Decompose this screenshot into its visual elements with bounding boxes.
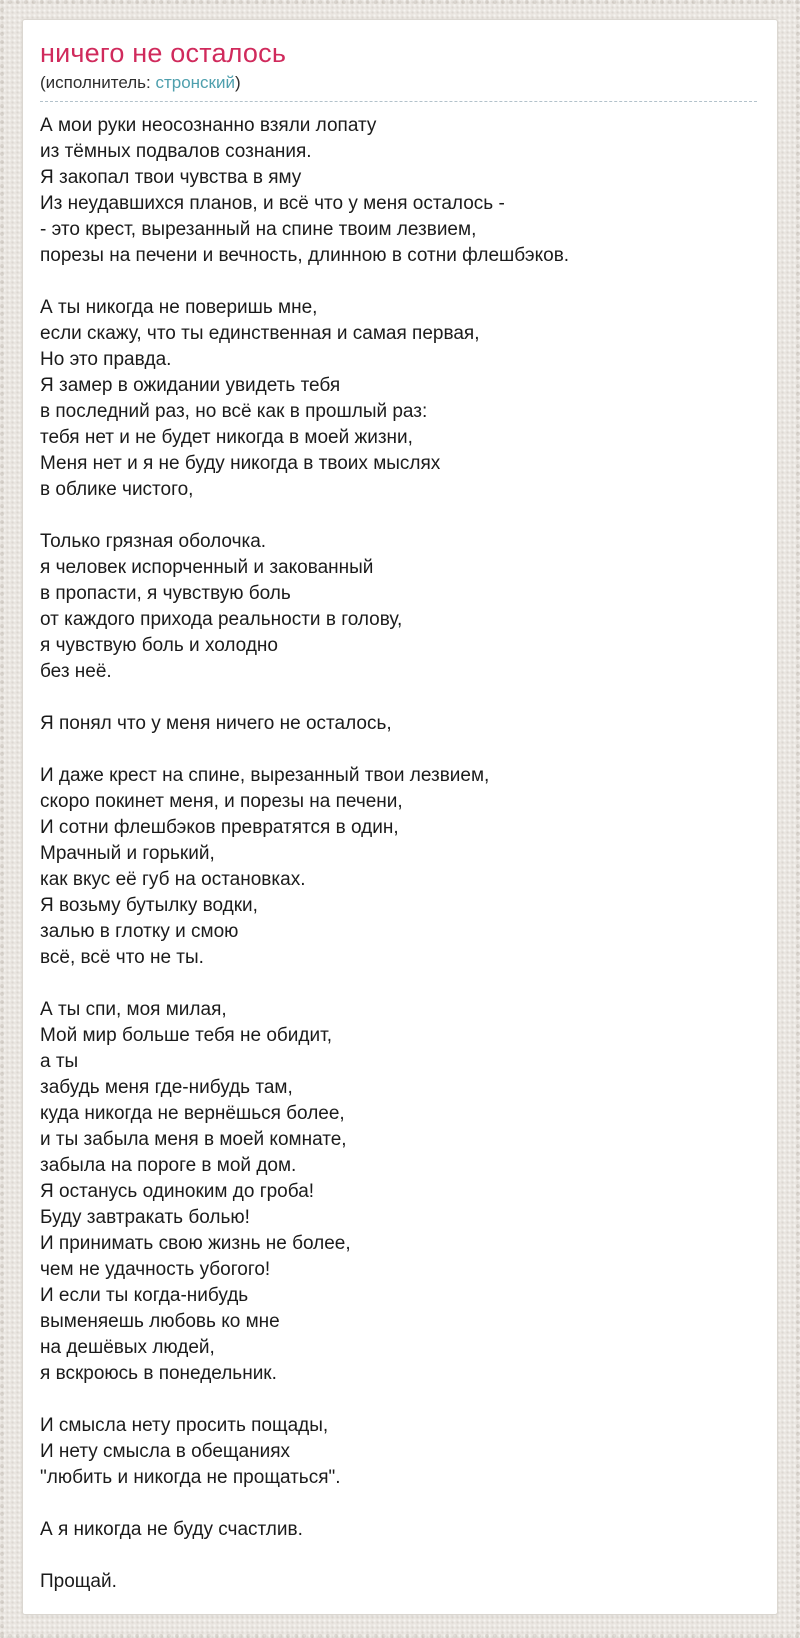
lyrics-line: Из неудавшихся планов, и всё что у меня осталось - bbox=[40, 193, 505, 214]
lyrics-line: порезы на печени и вечность, длинною в сотни флешбэков. bbox=[40, 245, 570, 266]
lyrics-line: всё, всё что не ты. bbox=[40, 947, 204, 968]
lyrics-line: И смысла нету просить пощады, bbox=[40, 1415, 329, 1436]
lyrics-line: если скажу, что ты единственная и самая первая, bbox=[40, 323, 480, 344]
stanza bbox=[40, 711, 757, 737]
lyrics-line: я человек испорченный и закованный bbox=[40, 557, 374, 578]
song-title: ничего не осталось bbox=[40, 38, 287, 68]
lyrics-line: я вскроюсь в понедельник. bbox=[40, 1363, 277, 1384]
lyrics-line: И нету смысла в обещаниях bbox=[40, 1441, 290, 1462]
stanza bbox=[40, 1569, 757, 1595]
lyrics-line: Мрачный и горький, bbox=[40, 843, 215, 864]
lyrics-line: без неё. bbox=[40, 661, 112, 682]
lyrics-line: в последний раз, но всё как в прошлый раз: bbox=[40, 401, 428, 422]
lyrics-line: на дешёвых людей, bbox=[40, 1337, 215, 1358]
lyrics-line: и ты забыла меня в моей комнате, bbox=[40, 1129, 347, 1150]
stanza bbox=[40, 529, 757, 685]
artist-link[interactable]: стронский bbox=[155, 73, 235, 92]
lyrics-line: как вкус её губ на остановках. bbox=[40, 869, 306, 890]
lyrics-line: забыла на пороге в мой дом. bbox=[40, 1155, 297, 1176]
artist-label-close: ) bbox=[234, 73, 241, 92]
lyrics-line: Я замер в ожидании увидеть тебя bbox=[40, 375, 341, 396]
lyrics-line: Буду завтракать болью! bbox=[40, 1207, 250, 1228]
lyrics-line: выменяешь любовь ко мне bbox=[40, 1311, 280, 1332]
stanza bbox=[40, 295, 757, 503]
lyrics-line: а ты bbox=[40, 1051, 79, 1072]
lyrics-line: Я закопал твои чувства в яму bbox=[40, 167, 302, 188]
lyrics-line: А ты никогда не поверишь мне, bbox=[40, 297, 318, 318]
lyrics-line: А я никогда не буду счастлив. bbox=[40, 1519, 303, 1540]
lyrics-line: Я возьму бутылку водки, bbox=[40, 895, 258, 916]
lyrics-line: залью в глотку и смою bbox=[40, 921, 239, 942]
lyrics-line: И сотни флешбэков превратятся в один, bbox=[40, 817, 399, 838]
lyrics-line: - это крест, вырезанный на спине твоим лезвием, bbox=[40, 219, 477, 240]
stanza bbox=[40, 763, 757, 971]
lyrics-line: Но это правда. bbox=[40, 349, 172, 370]
lyrics-line: куда никогда не вернёшься более, bbox=[40, 1103, 345, 1124]
lyrics-line: Мой мир больше тебя не обидит, bbox=[40, 1025, 332, 1046]
lyrics-line: И даже крест на спине, вырезанный твои лезвием, bbox=[40, 765, 490, 786]
lyrics-line: "любить и никогда не прощаться". bbox=[40, 1467, 341, 1488]
lyrics-line: в облике чистого, bbox=[40, 479, 194, 500]
lyrics-line: тебя нет и не будет никогда в моей жизни, bbox=[40, 427, 413, 448]
lyrics bbox=[40, 113, 757, 1595]
lyrics-line: Я понял что у меня ничего не осталось, bbox=[40, 713, 392, 734]
lyrics-line: Я останусь одиноким до гроба! bbox=[40, 1181, 315, 1202]
lyrics-line: из тёмных подвалов сознания. bbox=[40, 141, 312, 162]
lyrics-line: И если ты когда-нибудь bbox=[40, 1285, 249, 1306]
lyrics-line: чем не удачность убогого! bbox=[40, 1259, 271, 1280]
lyrics-line: в пропасти, я чувствую боль bbox=[40, 583, 291, 604]
stanza bbox=[40, 997, 757, 1387]
stanza bbox=[40, 1413, 757, 1491]
lyrics-line: И принимать свою жизнь не более, bbox=[40, 1233, 351, 1254]
lyrics-line: скоро покинет меня, и порезы на печени, bbox=[40, 791, 403, 812]
stanza bbox=[40, 113, 757, 269]
lyrics-line: Только грязная оболочка. bbox=[40, 531, 267, 552]
artist-label-open: (исполнитель: bbox=[40, 73, 151, 92]
lyrics-line: забудь меня где-нибудь там, bbox=[40, 1077, 293, 1098]
lyrics-line: А мои руки неосознанно взяли лопату bbox=[40, 115, 377, 136]
lyrics-line: А ты спи, моя милая, bbox=[40, 999, 227, 1020]
lyrics-line: Прощай. bbox=[40, 1571, 117, 1592]
lyrics-line: Меня нет и я не буду никогда в твоих мыслях bbox=[40, 453, 441, 474]
lyrics-line: от каждого прихода реальности в голову, bbox=[40, 609, 403, 630]
artist-line bbox=[40, 71, 757, 102]
stanza bbox=[40, 1517, 757, 1543]
lyrics-line: я чувствую боль и холодно bbox=[40, 635, 278, 656]
lyrics-card bbox=[22, 19, 778, 1615]
